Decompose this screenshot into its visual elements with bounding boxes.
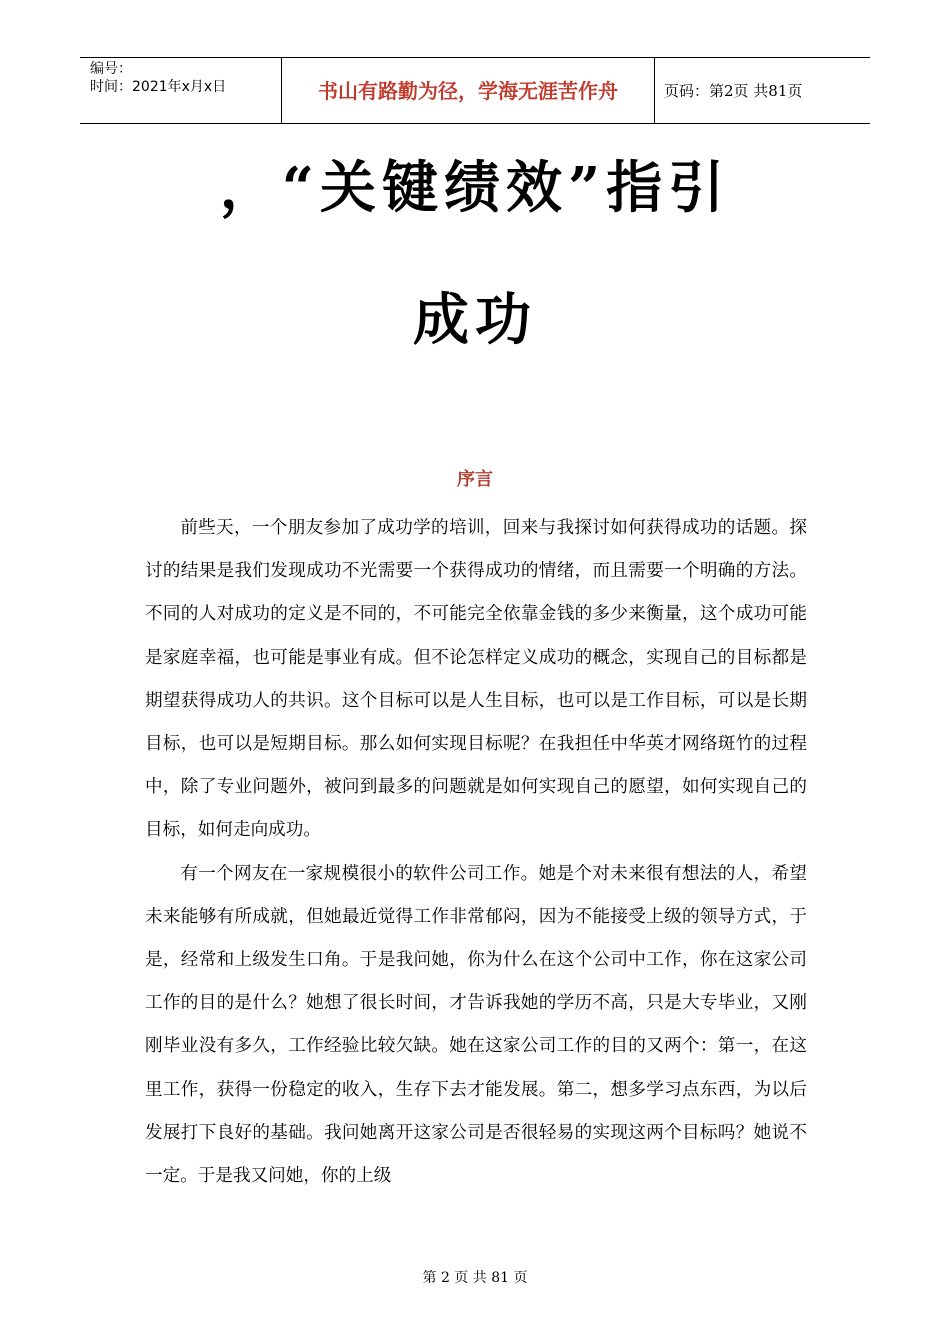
- body-text: [145, 507, 807, 1198]
- page-header: [80, 57, 870, 124]
- header-divider: [654, 58, 655, 124]
- header-page-info: 页码：第2页 共81页: [664, 82, 803, 100]
- document-title-line-1: ，“关键绩效”指引: [219, 155, 731, 221]
- header-meta: [90, 60, 280, 96]
- section-heading: 序言: [457, 469, 493, 490]
- paragraph: 有一个网友在一家规模很小的软件公司工作。她是个对未来很有想法的人，希望未来能够有所成就，但她最近觉得工作非常郁闷，因为不能接受上级的领导方式，于是，经常和上级发生口角。于是我问她，你为什么在这个公司中工作，你在这家公司工作的目的是什么？她想了很长时间，才告诉我她的学历不高，只是大专毕业，又刚刚毕业没有多久，工作经验比较欠缺。她在这家公司工作的目的又两个：第一，在这里工作，获得一份稳定的收入，生存下去才能发展。第二，想多学习点东西，为以后发展打下良好的基础。我问她离开这家公司是否很轻易的实现这两个目标吗？她说不一定。于是我又问她，你的上级: [145, 863, 807, 1187]
- header-motto: 书山有路勤为径，学海无涯苦作舟: [318, 79, 618, 103]
- page-footer: 第 2 页 共 81 页: [422, 1270, 528, 1286]
- paragraph: 前些天，一个朋友参加了成功学的培训，回来与我探讨如何获得成功的话题。探讨的结果是我们发现成功不光需要一个获得成功的情绪，而且需要一个明确的方法。不同的人对成功的定义是不同的，不可能完全依靠金钱的多少来衡量，这个成功可能是家庭幸福，也可能是事业有成。但不论怎样定义成功的概念，实现自己的目标都是期望获得成功人的共识。这个目标可以是人生目标，也可以是工作目标，可以是长期目标，也可以是短期目标。那么如何实现目标呢？在我担任中华英才网络斑竹的过程中，除了专业问题外，被问到最多的问题就是如何实现自己的愿望，如何实现自己的目标，如何走向成功。: [145, 518, 807, 841]
- document-date-label: 时间：2021年x月x日: [90, 79, 227, 95]
- document-number-label: 编号：: [90, 61, 132, 77]
- document-title-line-2: 成功: [413, 287, 537, 353]
